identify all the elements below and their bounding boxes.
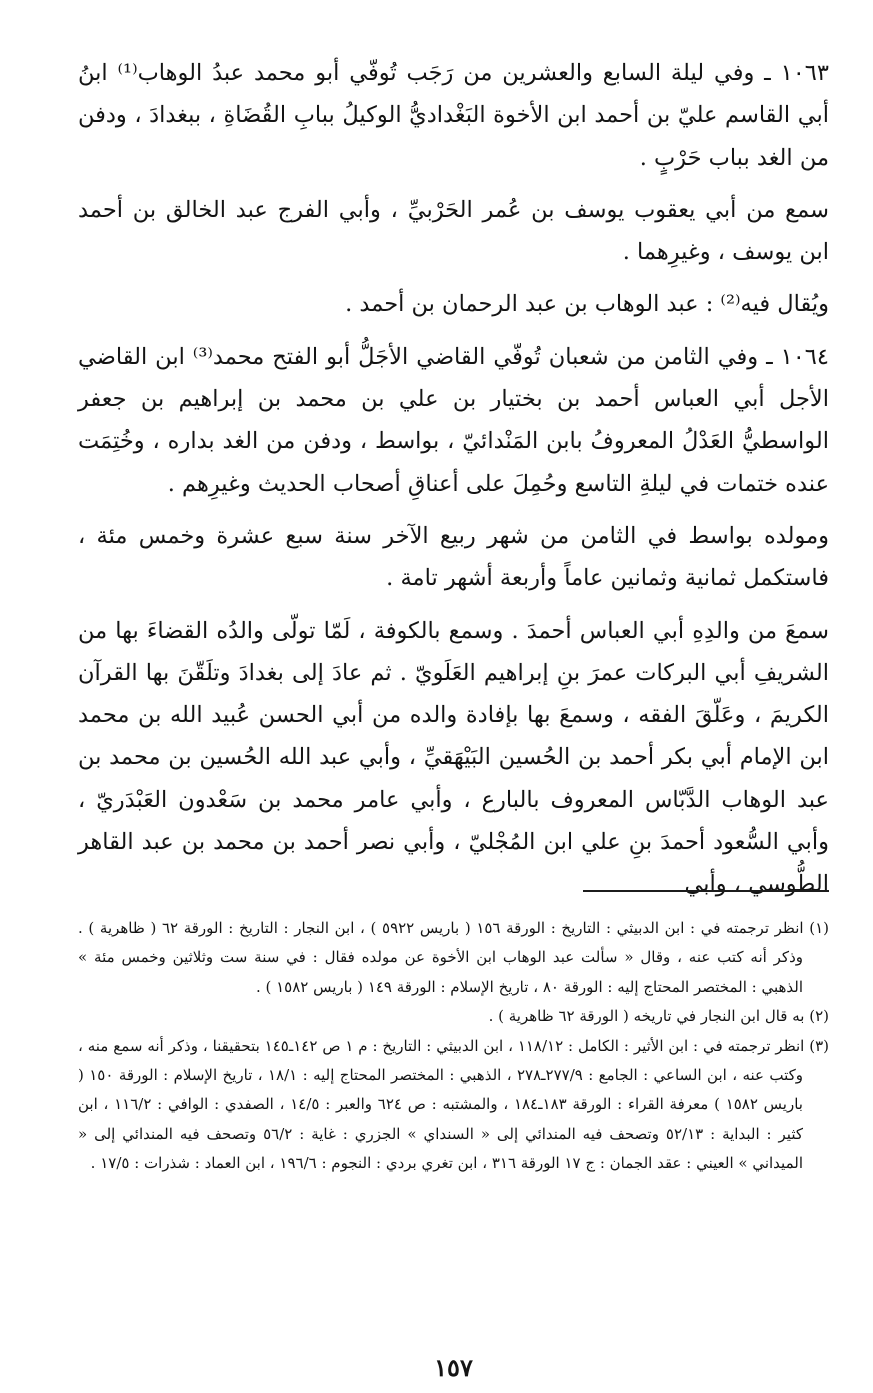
footnote-separator [583,890,829,892]
footnote-3: (٣) انظر ترجمته في : ابن الأثير : الكامل : ١١٨/١٢ ، ابن الدبيثي : التاريخ : م ١ ص ١٤٢ـ١٤٥ بتحقيقنا ، وذكر أنه سمع منه ، وكتب عنه ، ابن الساعي : الجامع : ٢٧٧/٩ـ٢٧٨ ، الذهبي : المختصر المحتاج إليه : ١٨/١ ، تاريخ الإسلام : الورقة ١٥٠ ( باريس ١٥٨٢ ) معرفة القراء : الورقة ١٨٣ـ١٨٤ ، والمشتبه : ص ٦٢٤ والعبر : ١٤/٥ ، الصفدي : الوافي : ١١٦/٢ ، ابن كثير : البداية : ٥٢/١٣ وتصحف فيه المندائي إلى « السنداي » الجزري : غاية : ٥٦/٢ وتصحف فيه المندائي إلى « الميداني » العيني : عقد الجمان : ج ١٧ الورقة ٣١٦ ، ابن تغري بردي : النجوم : ١٩٦/٦ ، ابن العماد : شذرات : ١٧/٥ . [78,1036,830,1173]
entry-1064-birth: ومولده بواسط في الثامن من شهر ربيع الآخر سنة سبع عشرة وخمس مئة ، فاستكمل ثمانية وثمانين عاماً وأربعة أشهر تامة . [78,522,829,592]
entry-1064: ١٠٦٤ ـ وفي الثامن من شعبان تُوفّي القاضي الأجَلُّ أبو الفتح محمد⁽³⁾ ابن القاضي الأجل أبي العباس أحمد بن بختيار بن علي بن محمد بن إبراهيم بن جعفر الواسطيُّ العَدْلُ المعروفُ بابن المَنْدائيّ ، بواسط ، ودفن من الغد بداره ، وخُتِمَت عنده ختمات في ليلةِ التاسع وحُمِلَ على أعناقِ أصحاب الحديث وغيرِهم . [78,343,829,497]
entry-1064-teachers: سمعَ من والدِهِ أبي العباس أحمدَ . وسمع بالكوفة ، لَمّا تولّى والدُه القضاءَ بها من الشريفِ أبي البركات عمرَ بنِ إبراهيم العَلَويّ . ثم عادَ إلى بغدادَ وتلَقّنَ بها القرآن الكريمَ ، وعَلّقَ الفقه ، وسمعَ بها بإفادة والده من أبي الحسن عُبيد الله بن محمد ابن الإمام أبي بكر أحمد بن الحُسين البَيْهَقيِّ ، وأبي عبد الله الحُسين بن محمد بن عبد الوهاب الدَّبّاس المعروف بالبارع ، وأبي عامر محمد بن سَعْدون العَبْدَريّ ، وأبي السُّعود أحمدَ بنِ علي ابن المُجْليّ ، وأبي نصر أحمد بن محمد بن عبد القاهر الطُّوسي ، وأبي [78,617,829,898]
entry-1063-sources: سمع من أبي يعقوب يوسف بن عُمر الحَرْبيِّ ، وأبي الفرج عبد الخالق بن أحمد ابن يوسف ، وغيرِهما . [78,196,829,266]
footnote-2: (٢) به قال ابن النجار في تاريخه ( الورقة ٦٢ ظاهرية ) . [488,1007,829,1026]
footnote-1: (١) انظر ترجمته في : ابن الدبيثي : التاريخ : الورقة ١٥٦ ( باريس ٥٩٢٢ ) ، ابن النجار : التاريخ : الورقة ٦٢ ( ظاهرية ) . وذكر أنه كتب عنه ، وقال « سألت عبد الوهاب ابن الأخوة عن مولده فقال : في سنة ست وثلاثين وخمس مئة » الذهبي : المختصر المحتاج إليه : الورقة ٨٠ ، تاريخ الإسلام : الورقة ١٤٩ ( باريس ١٥٨٢ ) . [78,919,829,996]
page-number: ١٥٧ [434,1353,473,1382]
entry-1063: ١٠٦٣ ـ وفي ليلة السابع والعشرين من رَجَب تُوفّي أبو محمد عبدُ الوهاب⁽¹⁾ ابنُ أبي القاسم عليّ بن أحمد ابن الأخوة البَغْداديُّ الوكيلُ ببابِ القُضَاةِ ، ببغدادَ ، ودفن من الغد بباب حَرْبٍ . [78,60,829,171]
book-page [78,52,829,1393]
footnotes [78,914,829,1179]
entry-1063-alt-name: ويُقال فيه⁽²⁾ : عبد الوهاب بن عبد الرحمان بن أحمد . [345,291,829,318]
